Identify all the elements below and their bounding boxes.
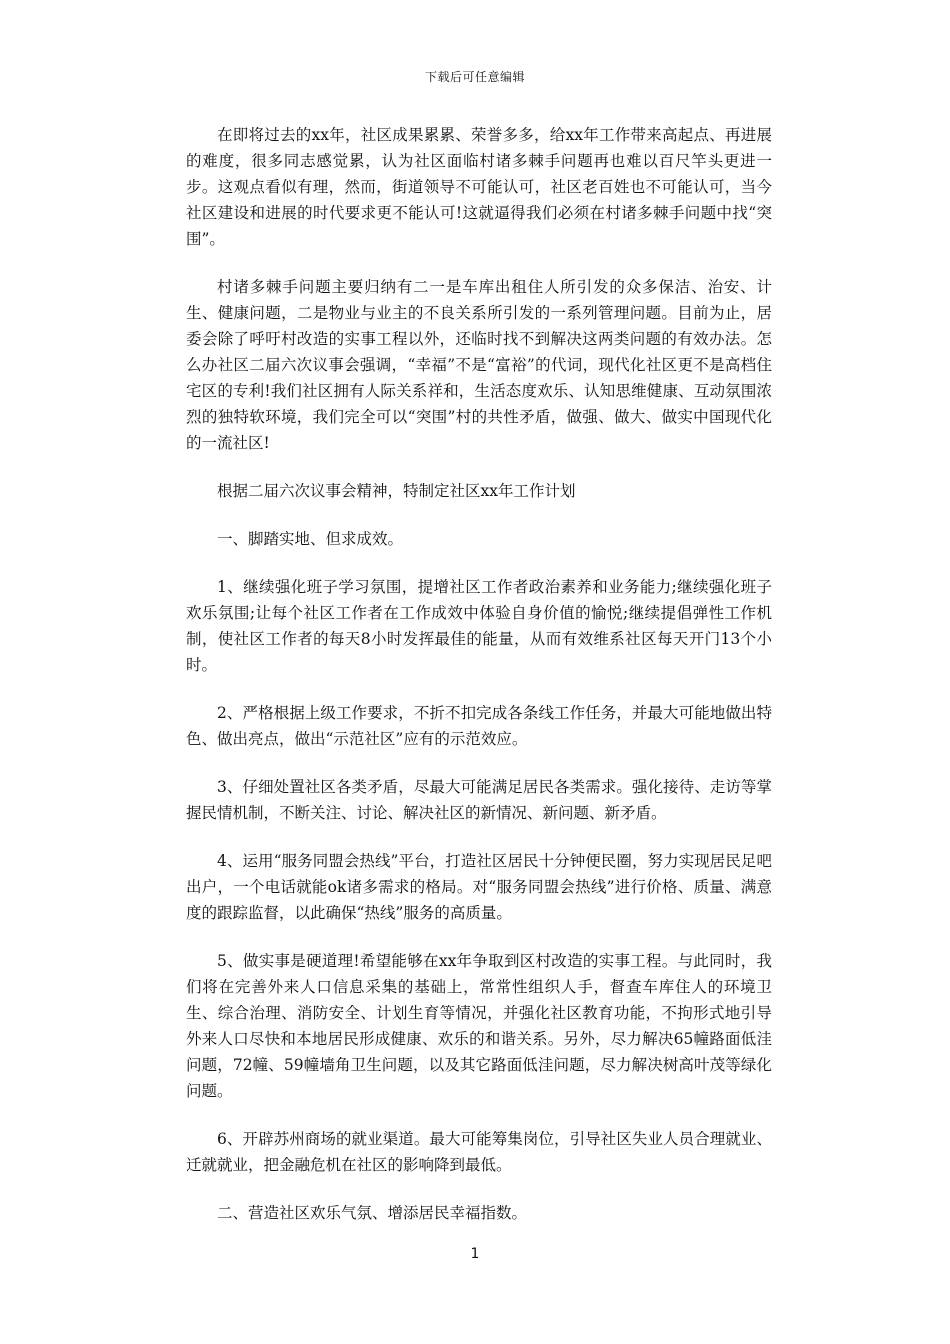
page-number: 1 bbox=[470, 1246, 480, 1262]
document-body bbox=[186, 122, 772, 1248]
paragraph-intro: 在即将过去的xx年，社区成果累累、荣誉多多，给xx年工作带来高起点、再进展的难度，很多同志感觉累，认为社区面临村诸多棘手问题再也难以百尺竿头更进一步。这观点看似有理，然而，街道领导不可能认可，社区老百姓也不可能认可，当今社区建设和进展的时代要求更不能认可!这就逼得我们必须在村诸多棘手问题中找“突围”。 bbox=[186, 126, 772, 248]
list-item-3: 3、仔细处置社区各类矛盾，尽最大可能满足居民各类需求。强化接待、走访等掌握民情机制，不断关注、讨论、解决社区的新情况、新问题、新矛盾。 bbox=[186, 778, 772, 822]
page-header: 下载后可任意编辑 bbox=[424, 70, 525, 84]
list-item-4: 4、运用“服务同盟会热线”平台，打造社区居民十分钟便民圈，努力实现居民足吧出户，一个电话就能ok诸多需求的格局。对“服务同盟会热线”进行价格、质量、满意度的跟踪监督，以此确保“热线”服务的高质量。 bbox=[186, 852, 772, 922]
section-heading-2: 二、营造社区欢乐气氛、增添居民幸福指数。 bbox=[217, 1204, 528, 1222]
list-item-5: 5、做实事是硬道理!希望能够在xx年争取到区村改造的实事工程。与此同时，我们将在完善外来人口信息采集的基础上，常常性组织人手，督查车库住人的环境卫生、综合治理、消防安全、计划生育等情况，并强化社区教育功能，不拘形式地引导外来人口尽快和本地居民形成健康、欢乐的和谐关系。另外，尽力解决65幢路面低洼问题，72幢、59幢墙角卫生问题，以及其它路面低洼问题，尽力解决树高叶茂等绿化问题。 bbox=[186, 952, 772, 1100]
section-heading-1: 一、脚踏实地、但求成效。 bbox=[217, 530, 404, 548]
list-item-2: 2、严格根据上级工作要求，不折不扣完成各条线工作任务，并最大可能地做出特色、做出亮点，做出“示范社区”应有的示范效应。 bbox=[186, 704, 772, 748]
paragraph-problems: 村诸多棘手问题主要归纳有二一是车库出租住人所引发的众多保洁、治安、计生、健康问题，二是物业与业主的不良关系所引发的一系列管理问题。目前为止，居委会除了呼吁村改造的实事工程以外，还临时找不到解决这两类问题的有效办法。怎么办社区二届六次议事会强调，“幸福”不是“富裕”的代词，现代化社区更不是高档住宅区的专利!我们社区拥有人际关系祥和，生活态度欢乐、认知思维健康、互动氛围浓烈的独特软环境，我们完全可以“突围”村的共性矛盾，做强、做大、做实中国现代化的一流社区! bbox=[186, 278, 772, 452]
list-item-1: 1、继续强化班子学习氛围，提增社区工作者政治素养和业务能力;继续强化班子欢乐氛围;让每个社区工作者在工作成效中体验自身价值的愉悦;继续提倡弹性工作机制，使社区工作者的每天8小时发挥最佳的能量，从而有效维系社区每天开门13个小时。 bbox=[186, 578, 772, 674]
paragraph-plan-statement: 根据二届六次议事会精神，特制定社区xx年工作计划 bbox=[217, 482, 576, 500]
list-item-6: 6、开辟苏州商场的就业渠道。最大可能筹集岗位，引导社区失业人员合理就业、迁就就业，把金融危机在社区的影响降到最低。 bbox=[186, 1130, 772, 1174]
